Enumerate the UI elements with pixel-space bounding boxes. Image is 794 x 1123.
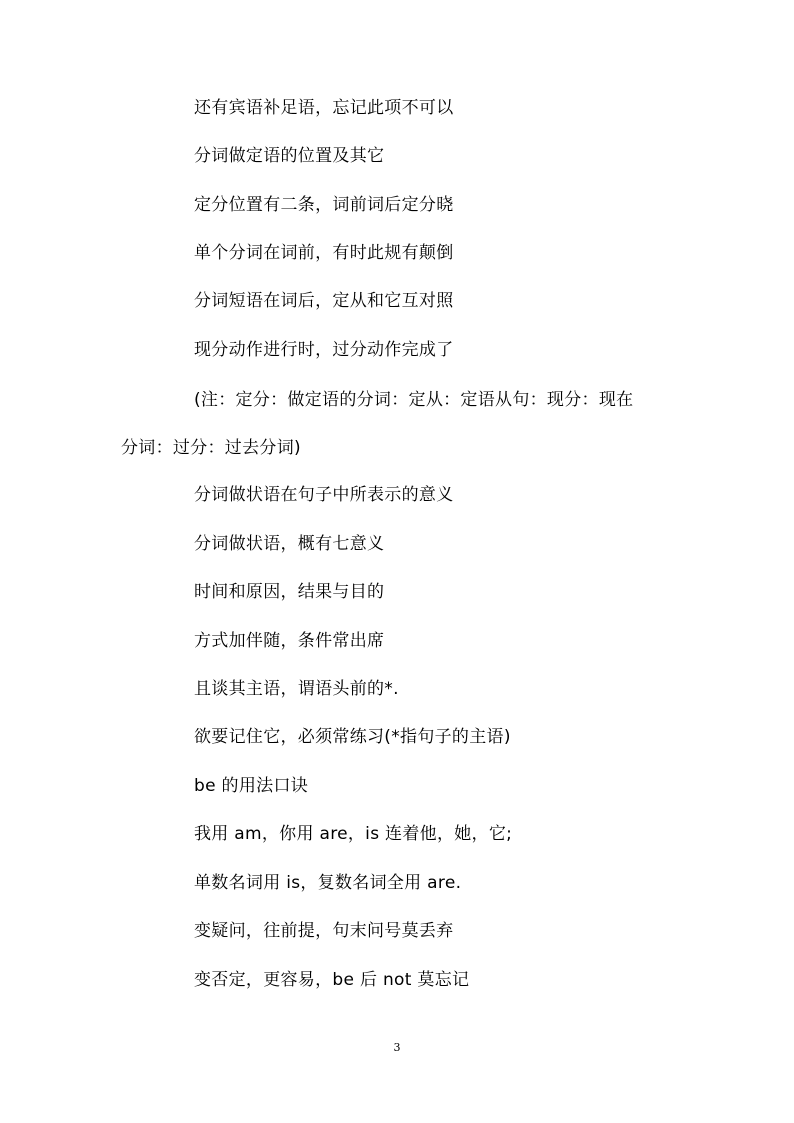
text-line-18: 变疑问，往前提，句末问号莫丢弃	[194, 921, 454, 941]
text-line-10: 分词做状语，概有七意义	[194, 534, 385, 554]
text-line-4: 单个分词在词前，有时此规有颠倒	[194, 243, 454, 263]
text-line-13: 且谈其主语，谓语头前的*.	[194, 679, 399, 699]
text-line-15: be 的用法口诀	[194, 776, 309, 796]
text-line-11: 时间和原因，结果与目的	[194, 582, 385, 602]
text-line-3: 定分位置有二条，词前词后定分晓	[194, 195, 454, 215]
text-line-8: 分词：过分：过去分词)	[121, 438, 301, 458]
text-line-12: 方式加伴随，条件常出席	[194, 631, 385, 651]
text-line-9: 分词做状语在句子中所表示的意义	[194, 485, 454, 505]
text-line-7: (注：定分：做定语的分词：定从：定语从句：现分：现在	[194, 390, 634, 410]
text-line-1: 还有宾语补足语，忘记此项不可以	[194, 98, 454, 118]
page-number: 3	[393, 1041, 401, 1054]
text-line-6: 现分动作进行时，过分动作完成了	[194, 340, 454, 360]
text-line-14: 欲要记住它，必须常练习(*指句子的主语)	[194, 727, 511, 747]
text-line-19: 变否定，更容易，be 后 not 莫忘记	[194, 970, 470, 990]
text-line-16: 我用 am，你用 are，is 连着他，她，它;	[194, 824, 513, 844]
text-line-17: 单数名词用 is，复数名词全用 are.	[194, 873, 462, 893]
text-line-5: 分词短语在词后，定从和它互对照	[194, 291, 454, 311]
text-line-2: 分词做定语的位置及其它	[194, 146, 385, 166]
